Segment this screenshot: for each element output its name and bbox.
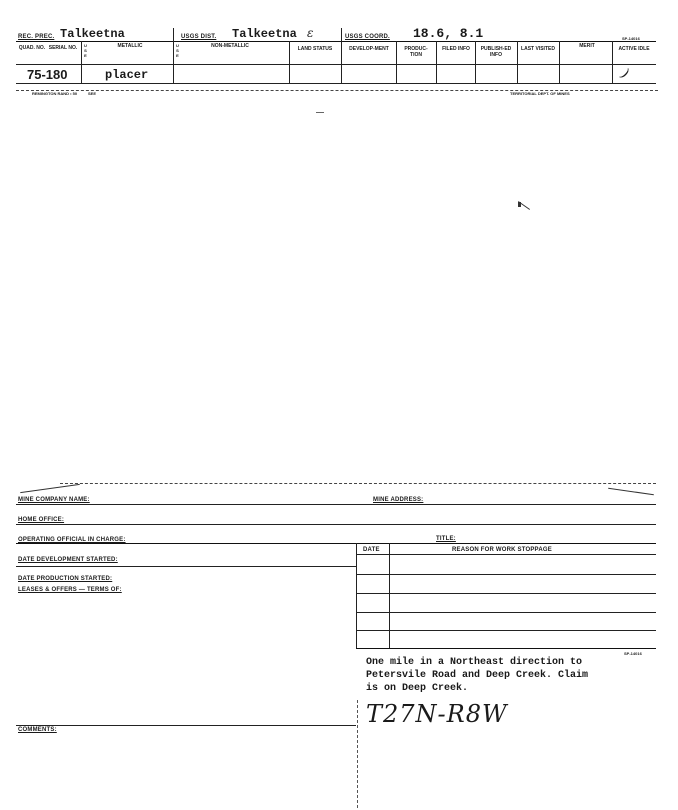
scribble-top-left xyxy=(20,484,80,493)
col-active-idle: ACTIVE IDLE xyxy=(618,46,650,52)
col-use-mark-1: USE xyxy=(84,43,87,58)
printer-code: SEE xyxy=(88,91,97,96)
pen-mark-tip xyxy=(518,202,521,207)
record-quad-serial: 75-180 xyxy=(27,67,68,82)
operating-official-label: OPERATING OFFICIAL IN CHARGE: xyxy=(18,537,126,543)
form-number: SP-14016 xyxy=(622,36,640,41)
col-serial-no: SERIAL NO. xyxy=(48,45,78,51)
agency-label: TERRITORIAL DEPT. OF MINES xyxy=(510,91,570,96)
col-development: DEVELOP-MENT xyxy=(349,46,389,52)
col-production: PRODUC-TION xyxy=(404,46,428,58)
title-label: TITLE: xyxy=(436,536,456,542)
col-use-mark-2: USE xyxy=(176,43,179,58)
rec-prec-label: REC. PREC. xyxy=(18,34,55,40)
col-non-metallic: NON-METALLIC xyxy=(211,43,249,49)
stray-mark xyxy=(316,112,324,113)
usgs-coord-label: USGS COORD. xyxy=(345,34,390,40)
col-last-visited: LAST VISITED xyxy=(521,46,555,52)
form-number-bottom: SP-14016 xyxy=(624,651,642,656)
col-quad-no: QUAD. NO. xyxy=(18,45,46,51)
record-active-mark: ) xyxy=(617,66,633,82)
mine-company-name-label: MINE COMPANY NAME: xyxy=(18,497,90,503)
description-line-3: is on Deep Creek. xyxy=(366,683,469,694)
date-production-label: DATE PRODUCTION STARTED: xyxy=(18,576,113,582)
col-metallic: METALLIC xyxy=(117,43,143,49)
bottom-dashed-divider xyxy=(357,700,358,808)
home-office-label: HOME OFFICE: xyxy=(18,517,65,523)
description-line-1: One mile in a Northeast direction to xyxy=(366,657,583,668)
usgs-coord-value: 18.6, 8.1 xyxy=(413,26,484,41)
description-line-2: Petersvile Road and Deep Creek. Claim xyxy=(366,670,589,681)
col-merit: MERIT xyxy=(579,43,595,49)
date-col-header: DATE xyxy=(363,547,380,553)
mine-address-label: MINE ADDRESS: xyxy=(373,497,424,503)
col-published-info: PUBLISH-ED INFO xyxy=(480,46,512,58)
record-metallic: placer xyxy=(105,68,149,82)
leases-label: LEASES & OFFERS — TERMS OF: xyxy=(18,587,122,593)
date-development-label: DATE DEVELOPMENT STARTED: xyxy=(18,557,118,563)
col-filed-info: FILED INFO xyxy=(442,46,470,52)
rec-prec-value: Talkeetna xyxy=(60,27,125,41)
handwritten-location: T27N-R8W xyxy=(366,700,508,728)
usgs-dist-label: USGS DIST. xyxy=(181,34,217,40)
comments-label: COMMENTS: xyxy=(18,727,57,733)
reason-col-header: REASON FOR WORK STOPPAGE xyxy=(452,547,552,553)
usgs-dist-value: Talkeetna xyxy=(232,27,297,41)
scribble-mark: ɛ xyxy=(307,26,314,40)
col-land-status: LAND STATUS xyxy=(297,46,333,52)
scribble-top-right xyxy=(608,488,654,495)
printer-label: REMINGTON RAND • 50 xyxy=(32,91,78,96)
